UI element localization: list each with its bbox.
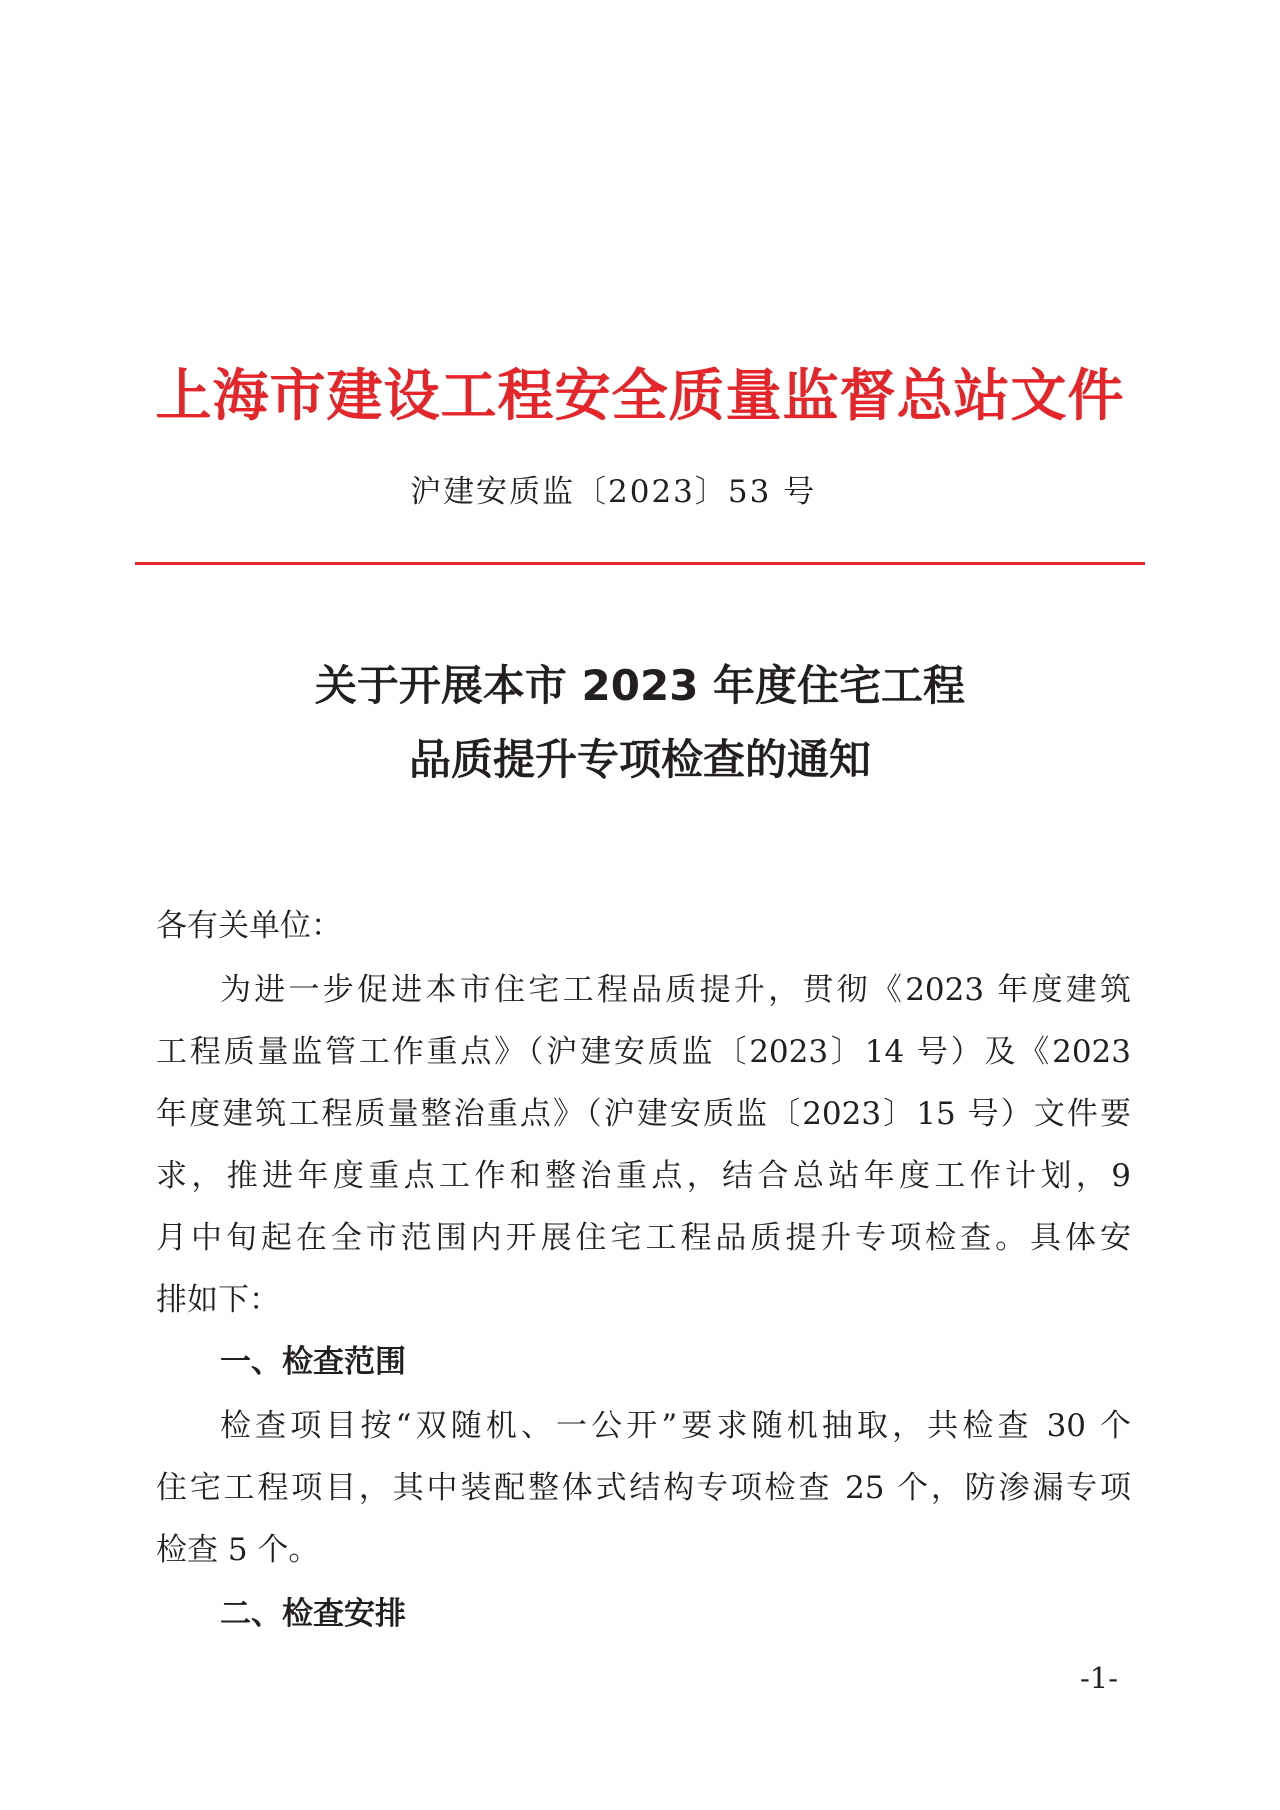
paragraph-line: 排如下： (156, 1282, 280, 1318)
paragraph-line: 月中旬起在全市范围内开展住宅工程品质提升专项检查。具体安 (156, 1220, 1131, 1256)
paragraph-line: 工程质量监管工作重点》（沪建安质监〔2023〕14 号）及《2023 (156, 1034, 1131, 1070)
paragraph-line: 年度建筑工程质量整治重点》（沪建安质监〔2023〕15 号）文件要 (156, 1096, 1131, 1132)
section-heading-arrangement: 二、检查安排 (220, 1596, 406, 1632)
paragraph-line: 检查 5 个。 (156, 1532, 320, 1568)
red-divider-line (135, 562, 1145, 565)
page-number: -1- (1080, 1661, 1119, 1695)
issuer-title: 上海市建设工程安全质量监督总站文件 (155, 363, 1125, 429)
section-heading-scope: 一、检查范围 (220, 1344, 406, 1380)
paragraph-line: 为进一步促进本市住宅工程品质提升，贯彻《2023 年度建筑 (220, 972, 1131, 1008)
paragraph-line: 检查项目按“双随机、一公开”要求随机抽取，共检查 30 个 (220, 1408, 1131, 1444)
document-number: 沪建安质监〔2023〕53 号 (410, 474, 817, 510)
salutation: 各有关单位： (156, 908, 342, 944)
notice-title-line-2: 品质提升专项检查的通知 (408, 735, 871, 784)
paragraph-line: 住宅工程项目，其中装配整体式结构专项检查 25 个，防渗漏专项 (156, 1470, 1131, 1506)
notice-title-line-1: 关于开展本市 2023 年度住宅工程 (314, 661, 966, 710)
paragraph-line: 求，推进年度重点工作和整治重点，结合总站年度工作计划，9 (156, 1158, 1131, 1194)
